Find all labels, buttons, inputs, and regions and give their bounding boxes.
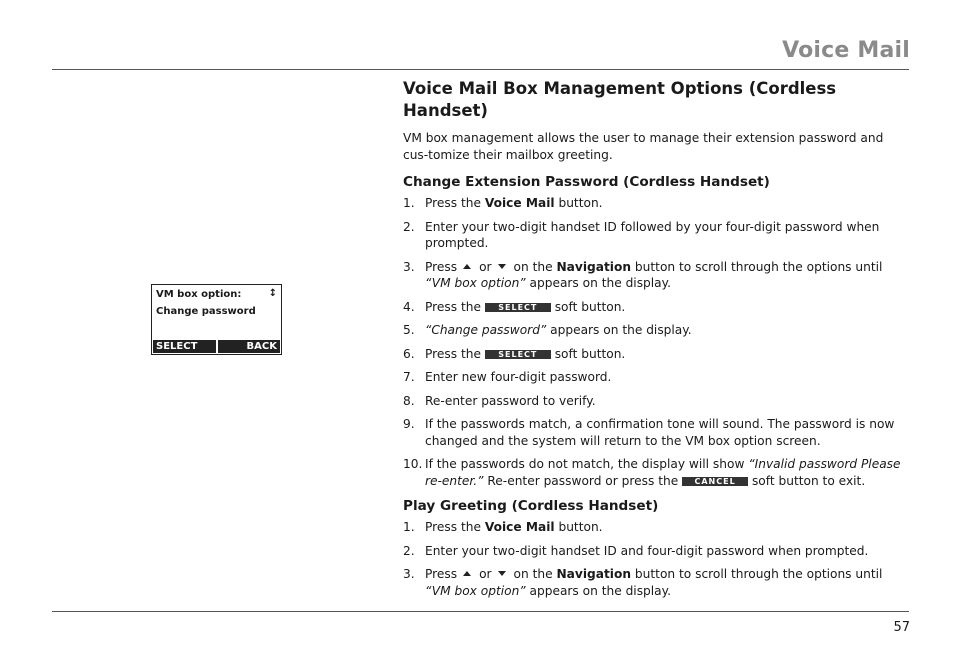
change-password-steps [403, 195, 903, 489]
cancel-softkey-label: CANCEL [682, 477, 748, 486]
softkey-select: SELECT [153, 340, 216, 353]
display-line-2: Change password [156, 306, 256, 317]
list-item: 8. Re-enter password to verify. [403, 393, 596, 408]
softkey-back: BACK [218, 340, 281, 353]
select-softkey-label: SELECT [485, 303, 551, 312]
play-greeting-title: Play Greeting (Cordless Handset) [403, 498, 659, 514]
list-item: 6. Press the SELECT soft button. [403, 346, 626, 361]
list-item: 9. If the passwords match, a confirmation tone will sound. The password is now changed and the system will return to the VM box option screen. [403, 417, 895, 448]
header-rule [52, 69, 909, 70]
list-item: 1. Press the Voice Mail button. [403, 520, 603, 534]
list-item: 3. Press or on the Navigation button to scroll through the options until “VM box option” appears on the display. [403, 259, 883, 290]
list-item: 3. Press or on the Navigation button to scroll through the options until “VM box option” appears on the display. [403, 567, 883, 598]
display-softkeys [153, 340, 280, 353]
scroll-arrows-icon: ↕ [268, 288, 277, 299]
list-item: 2. Enter your two-digit handset ID followed by your four-digit password when prompted. [403, 219, 880, 250]
section-title: Voice Mail Box Management Options (Cordless Handset) [403, 79, 837, 120]
content-column [403, 78, 903, 607]
list-item: 7. Enter new four-digit password. [403, 370, 612, 384]
display-line-1: VM box option: [156, 289, 242, 300]
down-arrow-icon [498, 264, 506, 269]
page-header-title: Voice Mail [782, 38, 910, 63]
section-intro: VM box management allows the user to manage their extension password and cus-tomize their mailbox greeting. [403, 131, 884, 162]
list-item: 10. If the passwords do not match, the display will show “Invalid password Please re-enter.” Re-enter password or press the CANCEL soft button to exit. [403, 457, 901, 488]
list-item: 1. Press the Voice Mail button. [403, 196, 603, 210]
select-softkey-label: SELECT [485, 350, 551, 359]
list-item: 2. Enter your two-digit handset ID and four-digit password when prompted. [403, 543, 869, 558]
down-arrow-icon [498, 571, 506, 576]
handset-display [151, 284, 282, 355]
up-arrow-icon [463, 264, 471, 269]
up-arrow-icon [463, 571, 471, 576]
list-item: 5. “Change password” appears on the display. [403, 323, 692, 337]
play-greeting-steps [403, 519, 903, 599]
page-number: 57 [893, 620, 910, 635]
list-item: 4. Press the SELECT soft button. [403, 299, 626, 314]
change-password-title: Change Extension Password (Cordless Handset) [403, 174, 770, 190]
footer-rule [52, 611, 909, 612]
